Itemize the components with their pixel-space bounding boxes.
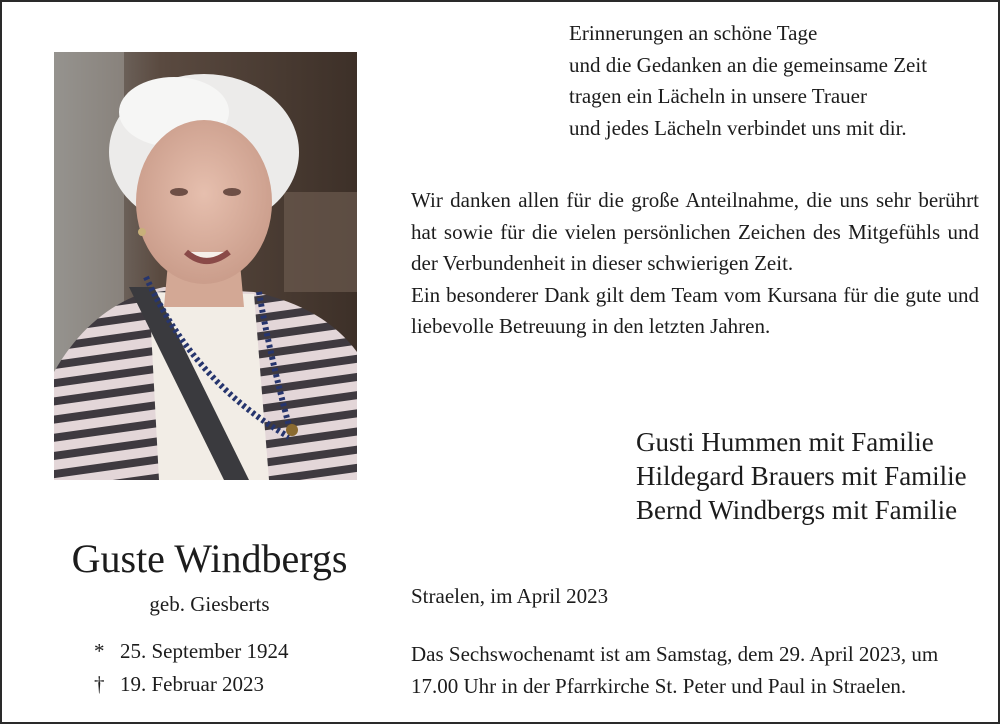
signers-list (636, 425, 996, 527)
signer: Hildegard Brauers mit Familie (636, 461, 967, 491)
deceased-name: Guste Windbergs (71, 536, 348, 581)
portrait-image (54, 52, 357, 480)
memorial-poem (569, 18, 989, 144)
maiden-name: geb. Giesberts (149, 592, 270, 616)
poem-line: und jedes Lächeln verbindet uns mit dir. (569, 115, 907, 140)
service-line: 17.00 Uhr in der Pfarrkirche St. Peter und Paul in Straelen. (411, 674, 907, 698)
signer: Bernd Windbergs mit Familie (636, 495, 958, 525)
death-date: 19. Februar 2023 (120, 672, 265, 696)
service-line: Das Sechswochenamt ist am Samstag, dem 29. April 2023, um (411, 642, 939, 666)
service-announcement (411, 638, 981, 702)
cross-icon: † (94, 672, 105, 696)
birth-date: 25. September 1924 (120, 639, 289, 663)
birth-symbol: * (94, 639, 105, 663)
portrait-photo (54, 52, 357, 480)
poem-line: Erinnerungen an schöne Tage (569, 21, 818, 45)
birth-date-row (94, 637, 394, 665)
thanks-paragraph: Wir danken allen für die große Anteilnahme, die uns sehr berührt hat sowie für die vielen persönlichen Zeichen des Mitgefühls und der Verbundenheit in dieser schwierigen Zeit. (411, 188, 979, 275)
poem-line: und die Gedanken an die gemeinsame Zeit (569, 52, 928, 77)
thanks-text (411, 185, 979, 343)
place-and-date: Straelen, im April 2023 (411, 584, 609, 608)
death-date-row (94, 670, 394, 698)
special-thanks-paragraph: Ein besonderer Dank gilt dem Team vom Kursana für die gute und liebevolle Betreuung in den letzten Jahren. (411, 282, 979, 338)
signer: Gusti Hummen mit Familie (636, 427, 934, 457)
poem-line: tragen ein Lächeln in unsere Trauer (569, 84, 867, 108)
